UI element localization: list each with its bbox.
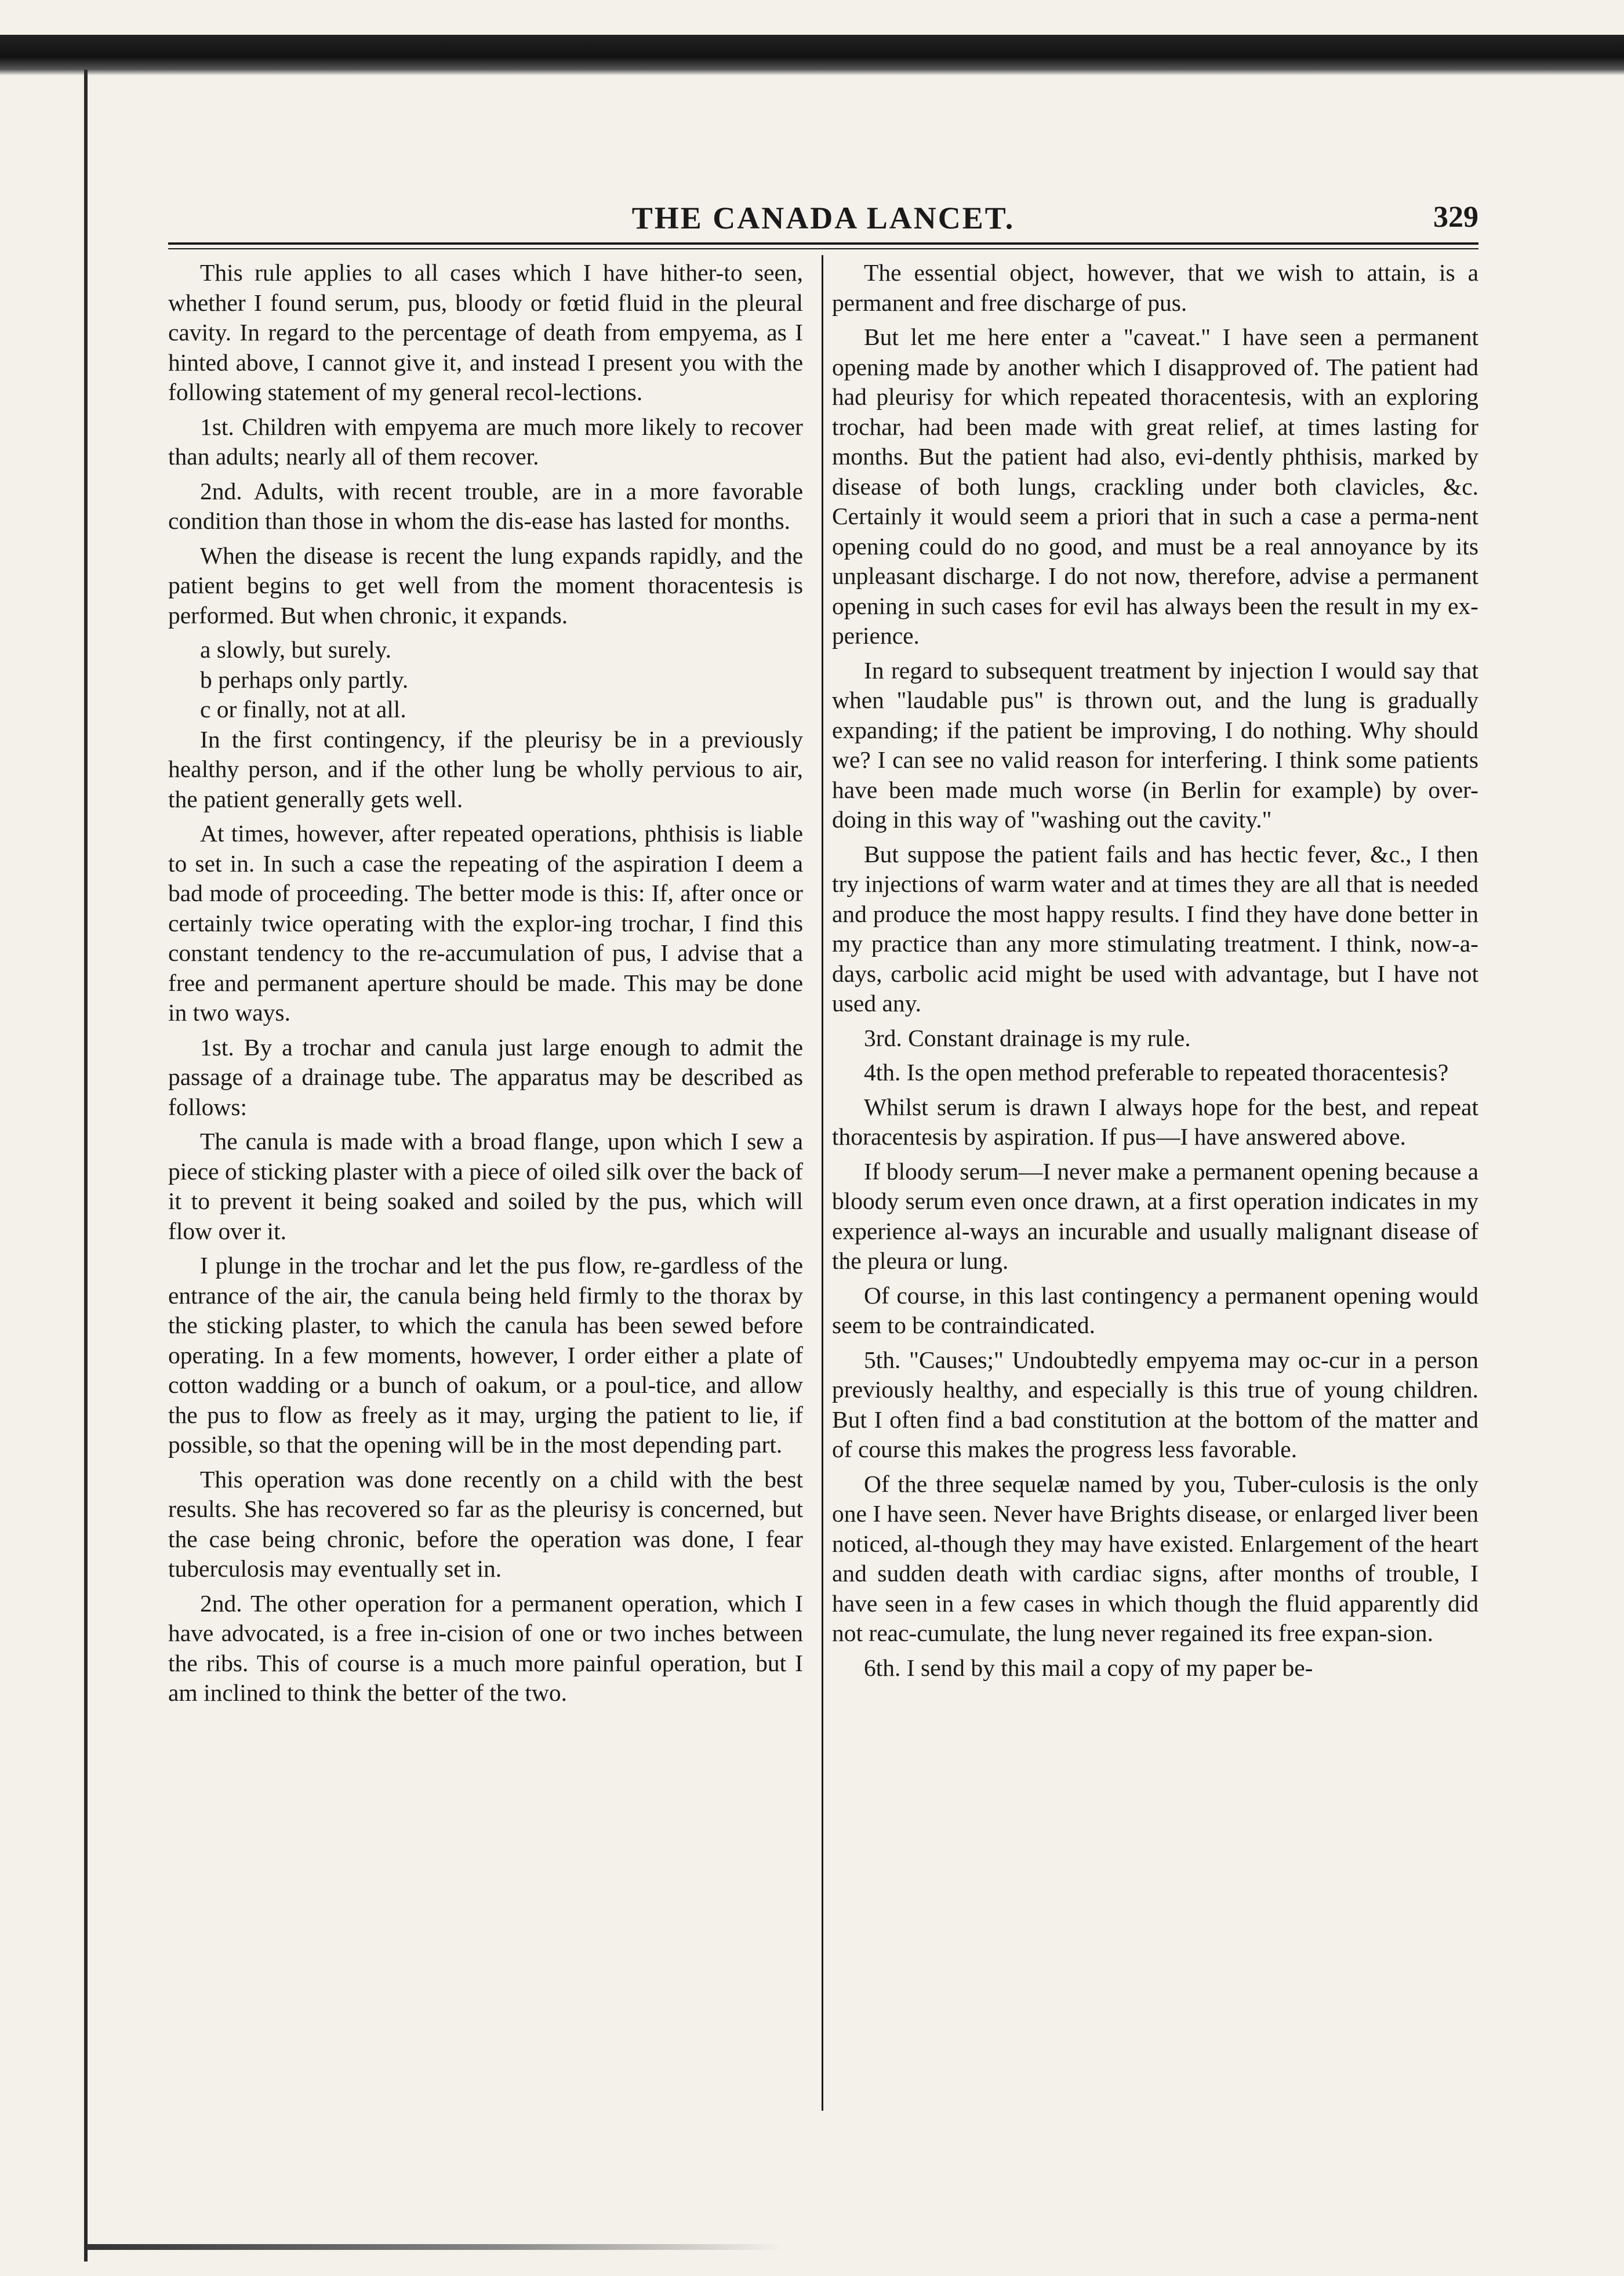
paragraph: In the first contingency, if the pleurisy be in a previously healthy person, and if the other lung be wholly pervious to air, the patient generally gets well. (168, 725, 803, 812)
paragraph: This rule applies to all cases which I have hither-to seen, whether I found serum, pus, bloody or fœtid fluid in the pleural cavity. In regard to the percentage of death from empyema, as I hinted above, I cannot give it, and instead I present you with the following statement of my general recol-lections. (168, 259, 803, 405)
paragraph: 2nd. Adults, with recent trouble, are in a more favorable condition than those in whom the dis-ease has lasted for months. (168, 477, 803, 534)
paragraph: The essential object, however, that we wish to attain, is a permanent and free discharge of pus. (832, 259, 1478, 316)
page-number: 329 (1433, 201, 1478, 234)
paragraph: But suppose the patient fails and has hectic fever, &c., I then try injections of warm water and at times they are all that is needed and produce the most happy results. I find they have done better in my practice than any more stimulating treatment. I think, now-a-days, carbolic acid might be used with advantage, but I have not used any. (832, 840, 1478, 1017)
paragraph: 2nd. The other operation for a permanent operation, which I have advocated, is a free in-cision of one or two inches between the ribs. This of course is a much more painful operation, but I am inclined to think the better of the two. (168, 1589, 803, 1706)
paragraph: 6th. I send by this mail a copy of my paper be- (864, 1654, 1313, 1681)
scan-top-edge (0, 35, 1624, 75)
journal-title: THE CANADA LANCET. (631, 201, 1015, 235)
paragraph: At times, however, after repeated operations, phthisis is liable to set in. In such a case the repeating of the aspiration I deem a bad mode of proceeding. The better mode is this: If, after once or certainly twice operating with the explor-ing trochar, I find this constant tendency to the re-accumulation of pus, I advise that a free and permanent aperture should be made. This may be done in two ways. (168, 820, 803, 1026)
paragraph: The canula is made with a broad flange, upon which I sew a piece of sticking plaster with a piece of oiled silk over the back of it to prevent it being soaked and soiled by the pus, which will flow over it. (168, 1128, 803, 1244)
paragraph: 5th. "Causes;" Undoubtedly empyema may oc-cur in a person previously healthy, and especially is this true of young children. But I often find a bad constitution at the bottom of the matter and of course this makes the progress less favorable. (832, 1346, 1478, 1462)
paragraph: Of course, in this last contingency a permanent opening would seem to be contraindicated. (832, 1282, 1478, 1338)
paragraph: 1st. By a trochar and canula just large enough to admit the passage of a drainage tube. The apparatus may be described as follows: (168, 1033, 803, 1120)
list-item: c or finally, not at all. (200, 696, 406, 723)
paragraph: 3rd. Constant drainage is my rule. (864, 1024, 1191, 1051)
running-header (168, 200, 1478, 241)
paragraph: Of the three sequelæ named by you, Tuber-culosis is the only one I have seen. Never have Brights disease, or enlarged liver been noticed, al-though they may have existed. Enlargement of the heart and sudden death with cardiac signs, after months of trouble, I have seen in a few cases in which though the fluid apparently did not reac-cumulate, the lung never regained its free expan-sion. (832, 1470, 1478, 1646)
right-column (832, 258, 1478, 1683)
column-divider (822, 255, 823, 2111)
paragraph: I plunge in the trochar and let the pus flow, re-gardless of the entrance of the air, the canula being held firmly to the thorax by the sticking plaster, to which the canula has been sewed before operating. In a few moments, however, I order either a plate of cotton wadding or a bunch of oakum, or a poul-tice, and allow the pus to flow as freely as it may, urging the patient to lie, if possible, so that the opening will be in the most depending part. (168, 1252, 803, 1458)
paragraph: 4th. Is the open method preferable to repeated thoracentesis? (864, 1059, 1449, 1086)
left-column (168, 258, 803, 1708)
paragraph: But let me here enter a "caveat." I have seen a permanent opening made by another which I disapproved of. The patient had had pleurisy for which repeated thoracentesis, with an exploring trochar, had been made with great relief, at times lasting for months. But the patient had also, evi-dently phthisis, marked by disease of both lungs, crackling under both clavicles, &c. Certainly it would seem a priori that in such a case a perma-nent opening could do no good, and must be a real annoyance by its unpleasant discharge. I do not now, therefore, advise a permanent opening in such cases for evil has always been the result in my ex-perience. (832, 324, 1478, 649)
scan-bottom-edge (87, 2244, 783, 2250)
header-rule (168, 242, 1478, 245)
scan-binding-edge (84, 70, 88, 2262)
list-item: a slowly, but surely. (200, 636, 392, 663)
paragraph: In regard to subsequent treatment by injection I would say that when "laudable pus" is thrown out, and the lung is gradually expanding; if the patient be improving, I do nothing. Why should we? I can see no valid reason for interfering. I think some patients have been made much worse (in Berlin for example) by over-doing in this way of "washing out the cavity." (832, 656, 1478, 833)
paragraph: 1st. Children with empyema are much more likely to recover than adults; nearly all of them recover. (168, 413, 803, 470)
header-rule-thin (168, 248, 1478, 249)
paragraph: If bloody serum—I never make a permanent opening because a bloody serum even once drawn, at a first operation indicates in my experience al-ways an incurable and usually malignant disease of the pleura or lung. (832, 1157, 1478, 1274)
paragraph: When the disease is recent the lung expands rapidly, and the patient begins to get well from the moment thoracentesis is performed. But when chronic, it expands. (168, 542, 803, 629)
paragraph: Whilst serum is drawn I always hope for the best, and repeat thoracentesis by aspiration. If pus—I have answered above. (832, 1093, 1478, 1150)
paragraph: This operation was done recently on a child with the best results. She has recovered so far as the pleurisy is concerned, but the case being chronic, before the operation was done, I fear tuberculosis may eventually set in. (168, 1465, 803, 1582)
list-item: b perhaps only partly. (200, 666, 409, 693)
